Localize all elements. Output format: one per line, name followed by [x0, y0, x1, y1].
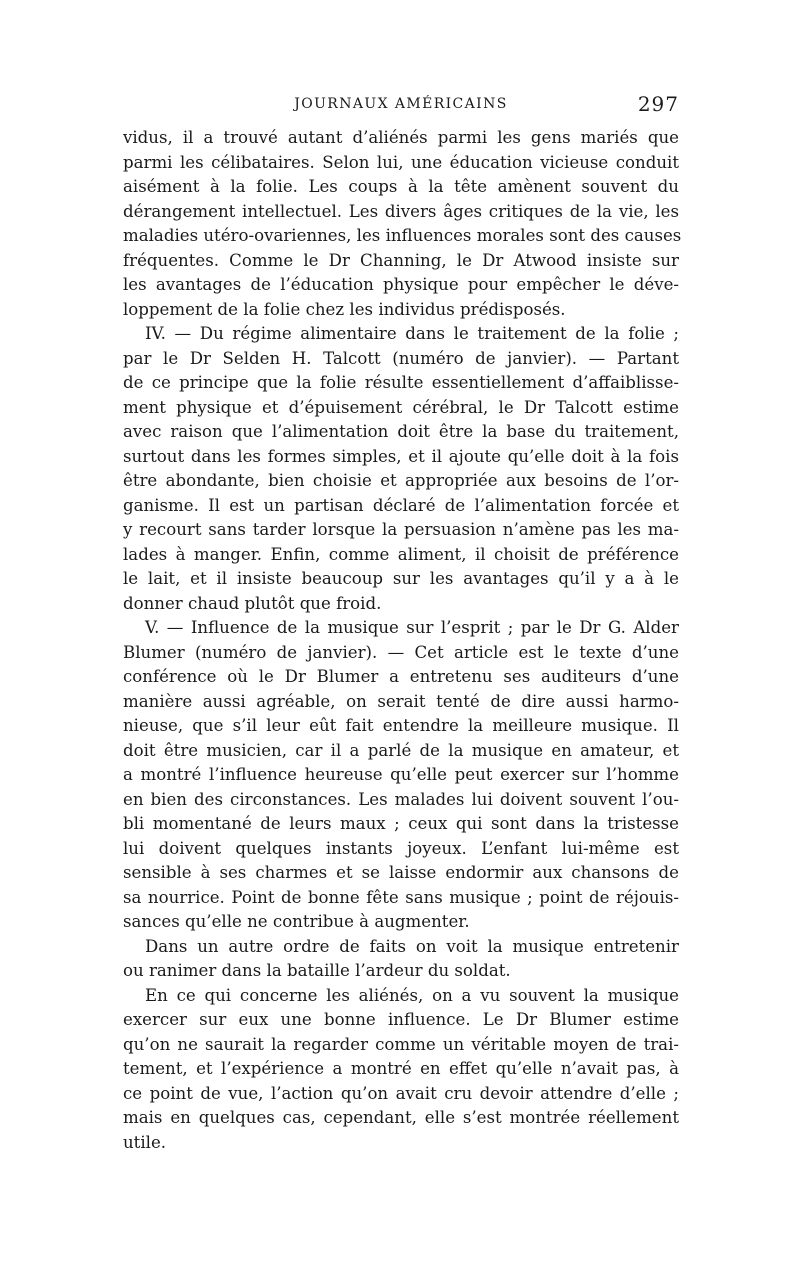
text-line: par le Dr Selden H. Talcott (numéro de janvier). — Partant [123, 348, 679, 368]
text-line: bli momentané de leurs maux ; ceux qui sont dans la tristesse [123, 814, 679, 833]
text-line: sances qu’elle ne contribue à augmenter. [123, 912, 470, 931]
text-line: conférence où le Dr Blumer a entretenu ses auditeurs d’une [123, 667, 679, 686]
text-line: le lait, et il insiste beaucoup sur les avantages qu’il y a à le [123, 569, 679, 588]
text-line: en bien des circonstances. Les malades lui doivent souvent l’ou- [123, 789, 679, 809]
text-line: qu’on ne saurait la regarder comme un véritable moyen de trai- [123, 1034, 679, 1054]
text-line: aisément à la folie. Les coups à la tête amènent souvent du [123, 177, 679, 196]
text-line: y recourt sans tarder lorsque la persuasion n’amène pas les ma- [123, 520, 679, 539]
text-line: manière aussi agréable, on serait tenté de dire aussi harmo- [123, 691, 679, 711]
text-line: nieuse, que s’il leur eût fait entendre la meilleure musique. Il [123, 716, 679, 735]
text-line: utile. [123, 1132, 167, 1152]
text-line: doit être musicien, car il a parlé de la musique en amateur, et [123, 740, 679, 760]
text-line: tement, et l’expérience a montré en effet qu’elle n’avait pas, à [123, 1059, 679, 1078]
text-line: exercer sur eux une bonne influence. Le Dr Blumer estime [123, 1010, 679, 1029]
text-line: loppement de la folie chez les individus prédisposés. [123, 299, 566, 319]
text-line: lades à manger. Enfin, comme aliment, il choisit de préférence [123, 544, 679, 564]
text-line: ce point de vue, l’action qu’on avait cru devoir attendre d’elle ; [123, 1083, 679, 1103]
text-line: fréquentes. Comme le Dr Channing, le Dr Atwood insiste sur [123, 250, 679, 270]
text-line: maladies utéro-ovariennes, les influences morales sont des causes [123, 226, 682, 245]
body-text [123, 126, 682, 1155]
text-line: Blumer (numéro de janvier). — Cet article est le texte d’une [123, 642, 679, 662]
text-line: ou ranimer dans la bataille l’ardeur du soldat. [123, 961, 511, 980]
text-line: ment physique et d’épuisement cérébral, le Dr Talcott estime [123, 397, 679, 417]
text-line: surtout dans les formes simples, et il ajoute qu’elle doit à la fois [123, 446, 679, 466]
page-header [123, 92, 679, 122]
text-line: les avantages de l’éducation physique pour empêcher le déve- [123, 275, 679, 294]
text-line: parmi les célibataires. Selon lui, une éducation vicieuse conduit [123, 152, 679, 172]
text-line: Dans un autre ordre de faits on voit la musique entretenir [145, 936, 679, 956]
text-line: a montré l’influence heureuse qu’elle peut exercer sur l’homme [123, 765, 679, 784]
text-line: ganisme. Il est un partisan déclaré de l’alimentation forcée et [123, 495, 679, 515]
text-line: avec raison que l’alimentation doit être la base du traitement, [123, 422, 679, 441]
text-line: lui doivent quelques instants joyeux. L’enfant lui-même est [123, 838, 679, 858]
text-line: En ce qui concerne les aliénés, on a vu souvent la musique [145, 985, 679, 1005]
text-line: mais en quelques cas, cependant, elle s’est montrée réellement [123, 1108, 679, 1127]
text-line: donner chaud plutôt que froid. [123, 593, 382, 613]
text-line: sa nourrice. Point de bonne fête sans musique ; point de réjouis- [123, 887, 679, 907]
page-number: 297 [637, 92, 679, 116]
text-line: être abondante, bien choisie et appropriée aux besoins de l’or- [123, 471, 679, 490]
text-line: IV. — Du régime alimentaire dans le traitement de la folie ; [145, 324, 679, 343]
text-line: vidus, il a trouvé autant d’aliénés parmi les gens mariés que [123, 128, 679, 147]
text-line: dérangement intellectuel. Les divers âges critiques de la vie, les [123, 201, 679, 221]
text-line: de ce principe que la folie résulte essentiellement d’affaiblisse- [123, 373, 679, 392]
running-head: JOURNAUX AMÉRICAINS [294, 96, 508, 112]
text-line: sensible à ses charmes et se laisse endormir aux chansons de [123, 863, 679, 882]
text-line: V. — Influence de la musique sur l’esprit ; par le Dr G. Alder [145, 618, 679, 637]
